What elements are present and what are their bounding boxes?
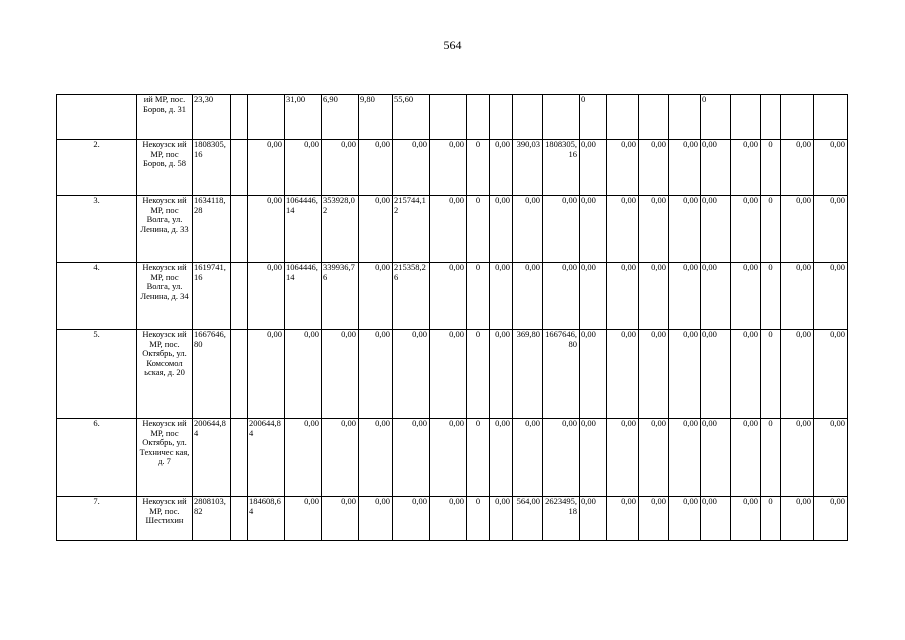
value-cell: 0,00 xyxy=(814,497,848,541)
value-cell: 55,60 xyxy=(393,95,430,140)
value-cell: 0 xyxy=(467,196,490,263)
value-cell: 0,00 xyxy=(322,140,359,196)
value-cell: 0,00 xyxy=(513,419,543,497)
value-cell: 0 xyxy=(761,419,781,497)
value-cell xyxy=(490,95,513,140)
address-cell: ий МР, пос. Боров, д. 31 xyxy=(137,95,193,140)
value-cell: 0,00 xyxy=(359,330,393,419)
total-cost-cell: 1634118,28 xyxy=(193,196,231,263)
value-cell xyxy=(231,419,248,497)
row-number: 2. xyxy=(57,140,137,196)
value-cell: 0,00 xyxy=(322,419,359,497)
value-cell: 0,00 xyxy=(814,330,848,419)
data-table xyxy=(56,94,848,541)
value-cell: 0,00 xyxy=(701,196,731,263)
value-cell: 0,00 xyxy=(781,419,814,497)
value-cell: 0,00 xyxy=(322,330,359,419)
value-cell: 0,00 xyxy=(543,263,580,330)
value-cell: 0,00 xyxy=(580,263,607,330)
value-cell: 390,03 xyxy=(513,140,543,196)
address-cell: Некоузск ий МР, пос Октябрь, ул. Техничес кая, д. 7 xyxy=(137,419,193,497)
row-number: 3. xyxy=(57,196,137,263)
value-cell: 200644,84 xyxy=(248,419,285,497)
value-cell: 0,00 xyxy=(359,419,393,497)
page-number: 564 xyxy=(443,38,462,52)
row-number: 4. xyxy=(57,263,137,330)
value-cell xyxy=(231,330,248,419)
value-cell: 0,00 xyxy=(639,330,669,419)
value-cell: 564,00 xyxy=(513,497,543,541)
value-cell: 0,00 xyxy=(393,330,430,419)
value-cell: 0 xyxy=(761,196,781,263)
value-cell: 0,00 xyxy=(248,263,285,330)
value-cell: 0 xyxy=(467,419,490,497)
value-cell: 0 xyxy=(467,330,490,419)
value-cell xyxy=(231,196,248,263)
value-cell: 0,00 xyxy=(430,419,467,497)
value-cell: 0,00 xyxy=(543,419,580,497)
value-cell: 0,00 xyxy=(701,330,731,419)
value-cell: 0,00 xyxy=(285,330,322,419)
value-cell: 0,00 xyxy=(580,497,607,541)
value-cell: 6,90 xyxy=(322,95,359,140)
value-cell: 0,00 xyxy=(248,140,285,196)
value-cell xyxy=(231,140,248,196)
value-cell xyxy=(231,95,248,140)
value-cell: 0,00 xyxy=(393,140,430,196)
value-cell: 0,00 xyxy=(669,140,701,196)
value-cell: 0 xyxy=(580,95,607,140)
table-row xyxy=(57,330,848,419)
value-cell xyxy=(467,95,490,140)
value-cell xyxy=(231,263,248,330)
value-cell: 0,00 xyxy=(701,140,731,196)
value-cell: 0,00 xyxy=(430,497,467,541)
value-cell: 0,00 xyxy=(639,497,669,541)
value-cell: 369,80 xyxy=(513,330,543,419)
address-cell: Некоузск ий МР, пос. Октябрь, ул. Комсомол ьская, д. 20 xyxy=(137,330,193,419)
value-cell xyxy=(814,95,848,140)
value-cell: 0,00 xyxy=(731,263,761,330)
value-cell: 0,00 xyxy=(580,419,607,497)
value-cell xyxy=(669,95,701,140)
value-cell: 0,00 xyxy=(731,196,761,263)
value-cell: 0,00 xyxy=(669,419,701,497)
value-cell: 0,00 xyxy=(669,263,701,330)
value-cell: 2623495,18 xyxy=(543,497,580,541)
value-cell: 0,00 xyxy=(731,419,761,497)
value-cell: 0,00 xyxy=(490,263,513,330)
table-row xyxy=(57,419,848,497)
value-cell: 0,00 xyxy=(359,497,393,541)
value-cell: 0,00 xyxy=(781,140,814,196)
value-cell: 0 xyxy=(761,497,781,541)
value-cell xyxy=(639,95,669,140)
value-cell: 0,00 xyxy=(359,263,393,330)
value-cell: 339936,76 xyxy=(322,263,359,330)
value-cell: 0,00 xyxy=(430,263,467,330)
row-number: 5. xyxy=(57,330,137,419)
total-cost-cell: 1667646,80 xyxy=(193,330,231,419)
value-cell: 0,00 xyxy=(322,497,359,541)
value-cell: 0,00 xyxy=(607,196,639,263)
value-cell: 0,00 xyxy=(430,196,467,263)
value-cell: 0,00 xyxy=(731,497,761,541)
value-cell: 0,00 xyxy=(814,196,848,263)
value-cell: 0 xyxy=(761,330,781,419)
value-cell: 353928,02 xyxy=(322,196,359,263)
value-cell xyxy=(781,95,814,140)
value-cell: 0 xyxy=(701,95,731,140)
value-cell: 0,00 xyxy=(607,263,639,330)
value-cell: 0,00 xyxy=(513,196,543,263)
value-cell: 0,00 xyxy=(814,419,848,497)
total-cost-cell: 1619741,16 xyxy=(193,263,231,330)
total-cost-cell: 200644,84 xyxy=(193,419,231,497)
value-cell: 0,00 xyxy=(393,419,430,497)
value-cell xyxy=(607,95,639,140)
value-cell: 0,00 xyxy=(701,263,731,330)
value-cell: 0,00 xyxy=(669,196,701,263)
value-cell: 215744,12 xyxy=(393,196,430,263)
value-cell: 0,00 xyxy=(814,263,848,330)
value-cell: 0,00 xyxy=(731,330,761,419)
value-cell: 0,00 xyxy=(490,196,513,263)
value-cell: 0,00 xyxy=(580,140,607,196)
value-cell: 215358,26 xyxy=(393,263,430,330)
value-cell: 0,00 xyxy=(814,140,848,196)
value-cell: 0,00 xyxy=(639,263,669,330)
value-cell xyxy=(430,95,467,140)
value-cell: 0,00 xyxy=(490,497,513,541)
address-cell: Некоузск ий МР, пос Волга, ул. Ленина, д. 33 xyxy=(137,196,193,263)
value-cell: 0,00 xyxy=(731,140,761,196)
address-cell: Некоузск ий МР, пос. Шестихин xyxy=(137,497,193,541)
value-cell xyxy=(248,95,285,140)
value-cell: 0,00 xyxy=(607,419,639,497)
table-row xyxy=(57,140,848,196)
value-cell: 0,00 xyxy=(781,196,814,263)
value-cell: 0,00 xyxy=(580,196,607,263)
table-row xyxy=(57,497,848,541)
value-cell: 0 xyxy=(761,140,781,196)
value-cell xyxy=(731,95,761,140)
value-cell: 9,80 xyxy=(359,95,393,140)
value-cell: 1064446,14 xyxy=(285,263,322,330)
value-cell: 0,00 xyxy=(359,140,393,196)
value-cell: 31,00 xyxy=(285,95,322,140)
address-cell: Некоузск ий МР, пос Волга, ул. Ленина, д. 34 xyxy=(137,263,193,330)
row-number xyxy=(57,95,137,140)
value-cell: 0,00 xyxy=(607,497,639,541)
value-cell: 0,00 xyxy=(285,497,322,541)
value-cell: 0,00 xyxy=(393,497,430,541)
value-cell: 1667646,80 xyxy=(543,330,580,419)
value-cell xyxy=(543,95,580,140)
row-number: 7. xyxy=(57,497,137,541)
table-row xyxy=(57,95,848,140)
table-row xyxy=(57,196,848,263)
total-cost-cell: 2808103,82 xyxy=(193,497,231,541)
value-cell xyxy=(513,95,543,140)
table-row xyxy=(57,263,848,330)
value-cell: 0,00 xyxy=(701,419,731,497)
total-cost-cell: 1808305,16 xyxy=(193,140,231,196)
value-cell: 0,00 xyxy=(669,497,701,541)
value-cell: 0,00 xyxy=(607,140,639,196)
value-cell: 0,00 xyxy=(669,330,701,419)
value-cell: 0,00 xyxy=(639,419,669,497)
value-cell: 0 xyxy=(467,140,490,196)
value-cell: 0 xyxy=(761,263,781,330)
value-cell: 0 xyxy=(467,497,490,541)
value-cell: 1064446,14 xyxy=(285,196,322,263)
value-cell: 0,00 xyxy=(607,330,639,419)
value-cell xyxy=(761,95,781,140)
total-cost-cell: 23,30 xyxy=(193,95,231,140)
value-cell xyxy=(231,497,248,541)
value-cell: 0,00 xyxy=(639,196,669,263)
value-cell: 0,00 xyxy=(781,497,814,541)
value-cell: 0,00 xyxy=(490,330,513,419)
value-cell: 0,00 xyxy=(781,263,814,330)
value-cell: 0,00 xyxy=(543,196,580,263)
value-cell: 0,00 xyxy=(430,140,467,196)
value-cell: 0,00 xyxy=(639,140,669,196)
value-cell: 0,00 xyxy=(248,330,285,419)
value-cell: 0,00 xyxy=(285,140,322,196)
value-cell: 0,00 xyxy=(490,140,513,196)
value-cell: 0,00 xyxy=(781,330,814,419)
value-cell: 184608,64 xyxy=(248,497,285,541)
value-cell: 0,00 xyxy=(490,419,513,497)
value-cell: 0,00 xyxy=(513,263,543,330)
value-cell: 1808305,16 xyxy=(543,140,580,196)
value-cell: 0,00 xyxy=(701,497,731,541)
value-cell: 0,00 xyxy=(580,330,607,419)
value-cell: 0 xyxy=(467,263,490,330)
value-cell: 0,00 xyxy=(285,419,322,497)
value-cell: 0,00 xyxy=(430,330,467,419)
address-cell: Некоузск ий МР, пос Боров, д. 58 xyxy=(137,140,193,196)
row-number: 6. xyxy=(57,419,137,497)
value-cell: 0,00 xyxy=(248,196,285,263)
value-cell: 0,00 xyxy=(359,196,393,263)
